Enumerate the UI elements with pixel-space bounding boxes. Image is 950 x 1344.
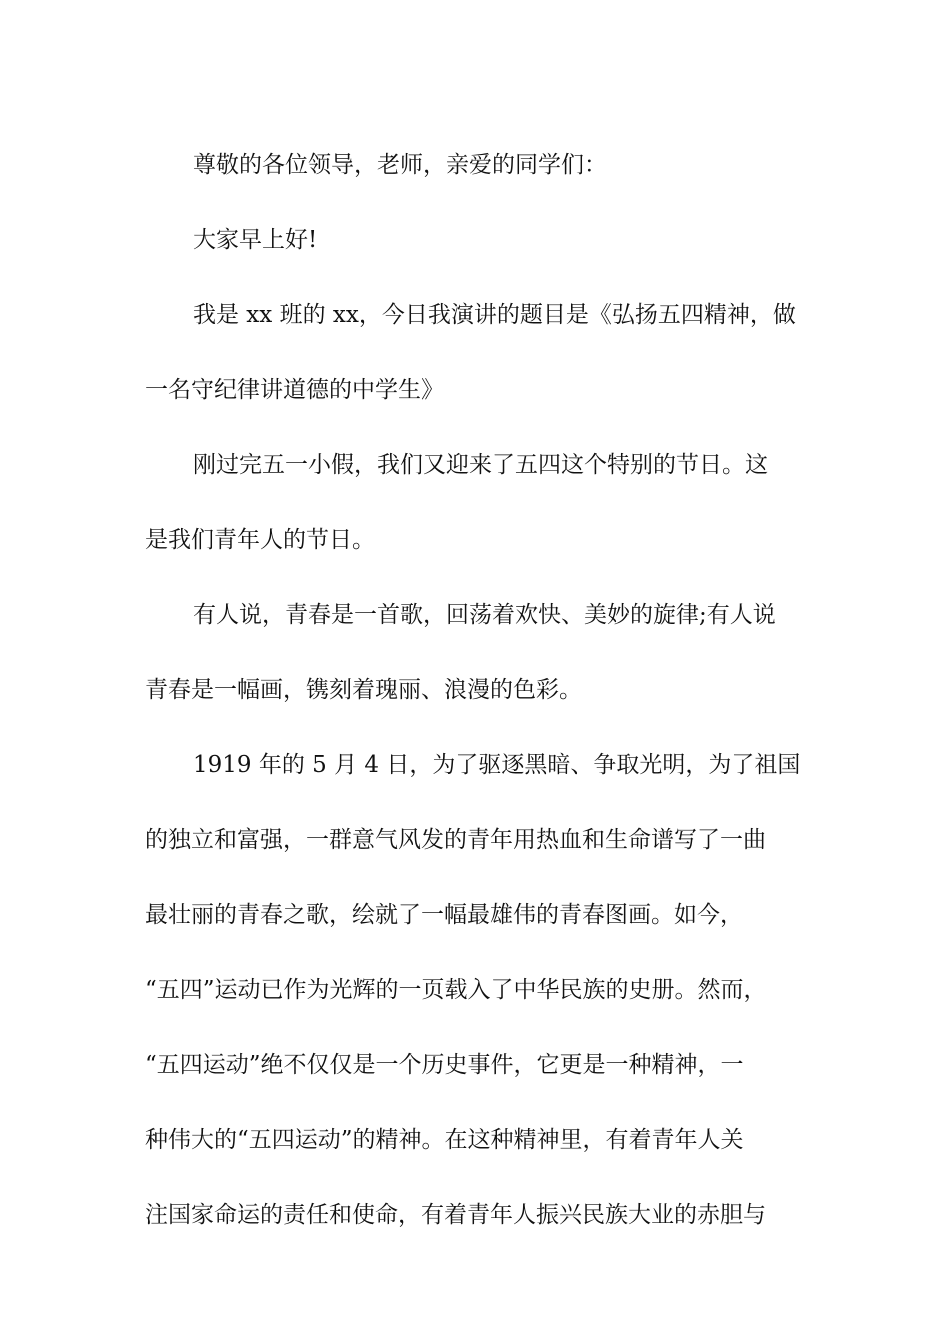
paragraph-line: 青春是一幅画，镌刻着瑰丽、浪漫的色彩。: [145, 677, 582, 703]
paragraph-line: 刚过完五一小假，我们又迎来了五四这个特别的节日。这: [193, 452, 768, 478]
paragraph-line: 一名守纪律讲道德的中学生》: [145, 377, 444, 403]
paragraph-line: “五四”运动已作为光辉的一页载入了中华民族的史册。然而，: [145, 977, 767, 1003]
speech-text: [145, 128, 815, 1253]
paragraph-line: “五四运动”绝不仅仅是一个历史事件，它更是一种精神，一: [145, 1052, 744, 1078]
paragraph-line: 种伟大的“五四运动”的精神。在这种精神里，有着青年人关: [145, 1127, 744, 1153]
paragraph-line: 是我们青年人的节日。: [145, 527, 375, 553]
salutation-line: 尊敬的各位领导，老师，亲爱的同学们：: [193, 152, 607, 178]
paragraph-line: 最壮丽的青春之歌，绘就了一幅最雄伟的青春图画。如今，: [145, 902, 743, 928]
paragraph-line: 我是 xx 班的 xx，今日我演讲的题目是《弘扬五四精神，做: [193, 302, 796, 328]
paragraph-line: 1919 年的 5 月 4 日，为了驱逐黑暗、争取光明，为了祖国: [193, 752, 801, 778]
paragraph-line: 注国家命运的责任和使命，有着青年人振兴民族大业的赤胆与: [145, 1202, 766, 1228]
greeting-line: 大家早上好!: [193, 227, 318, 253]
paragraph-line: 的独立和富强，一群意气风发的青年用热血和生命谱写了一曲: [145, 827, 766, 853]
paragraph-line: 有人说，青春是一首歌，回荡着欢快、美妙的旋律;有人说: [193, 602, 776, 628]
